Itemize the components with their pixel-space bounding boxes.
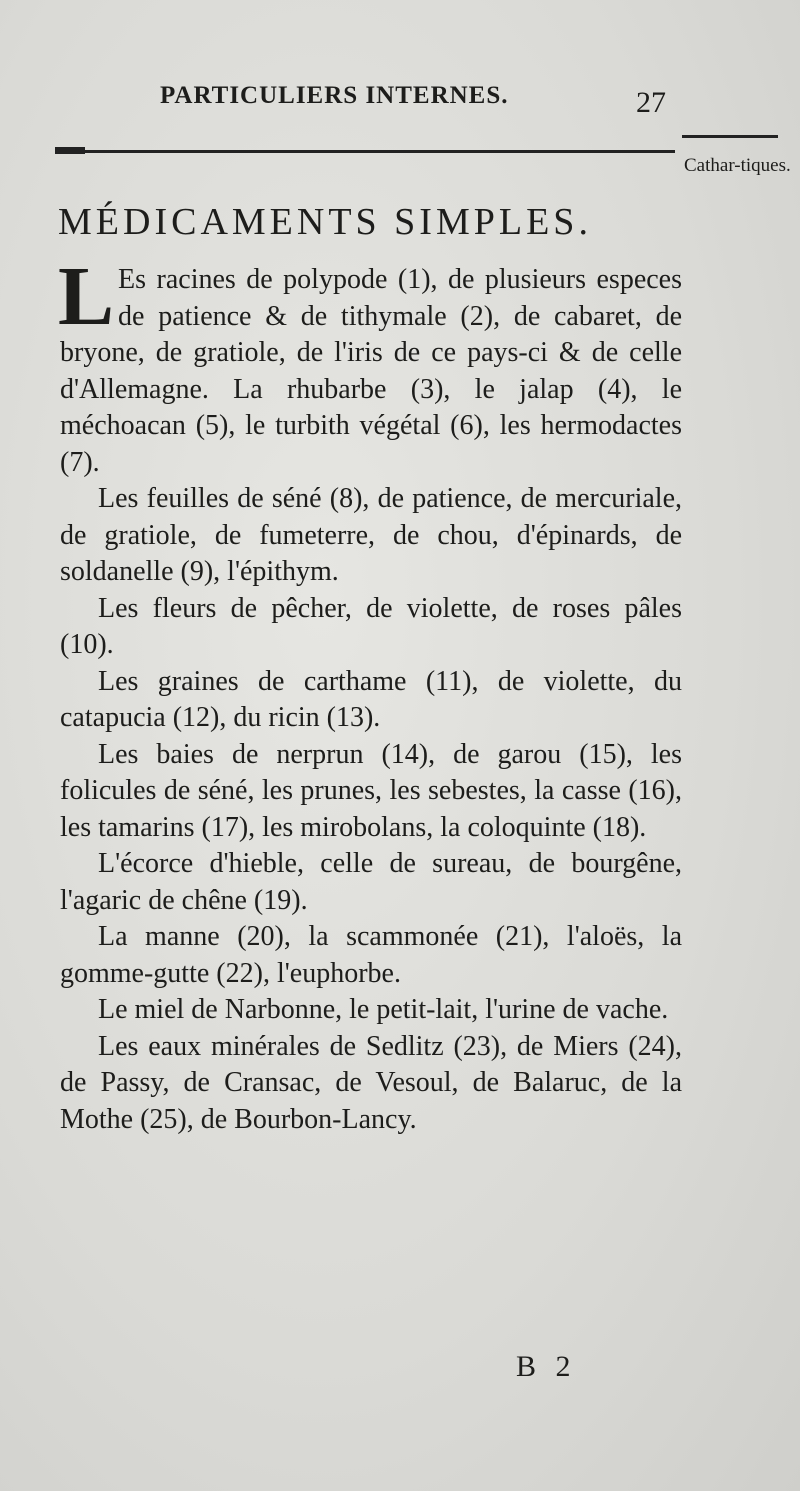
paragraph-7: La manne (20), la scammonée (21), l'aloës, la gomme-gutte (22), l'euphorbe.	[60, 921, 682, 989]
margin-note: Cathar-tiques.	[684, 155, 791, 176]
paragraph-1: L Es racines de polypode (1), de plusieurs especes de patience & de tithymale (2), de cabaret, de bryone, de gratiole, de l'iris de ce pays-ci & de celle d'Allemagne. La rhubarbe (3), le jalap (4), le méchoacan (5), le turbith végétal (6), les hermodactes (7).	[58, 250, 682, 478]
paragraph-3: Les fleurs de pêcher, de violette, de roses pâles (10).	[60, 592, 682, 660]
paragraph-5: Les baies de nerprun (14), de garou (15), les folicules de séné, les prunes, les sebestes, la casse (16), les tamarins (17), les mirobolans, la coloquinte (18).	[60, 738, 682, 843]
paragraph-9: Les eaux minérales de Sedlitz (23), de Miers (24), de Passy, de Cransac, de Vesoul, de Balaruc, de la Mothe (25), de Bourbon-Lancy.	[60, 1030, 682, 1135]
paragraph-4: Les graines de carthame (11), de violette, du catapucia (12), du ricin (13).	[60, 665, 682, 733]
section-title: MÉDICAMENTS SIMPLES.	[58, 201, 592, 243]
page-number: 27	[636, 86, 666, 119]
drop-cap: L	[58, 250, 115, 343]
paragraph-2: Les feuilles de séné (8), de patience, de mercuriale, de gratiole, de fumeterre, de chou, d'épinards, de soldanelle (9), l'épithym.	[60, 483, 682, 587]
signature-mark: B 2	[516, 1350, 577, 1383]
running-head: PARTICULIERS INTERNES.	[160, 82, 509, 109]
paragraph-6: L'écorce d'hieble, celle de sureau, de bourgêne, l'agaric de chêne (19).	[60, 848, 682, 916]
paragraph-8: Le miel de Narbonne, le petit-lait, l'urine de vache.	[98, 994, 669, 1025]
margin-rule	[682, 135, 778, 138]
body-text	[58, 250, 682, 1138]
header-rule	[55, 150, 675, 153]
